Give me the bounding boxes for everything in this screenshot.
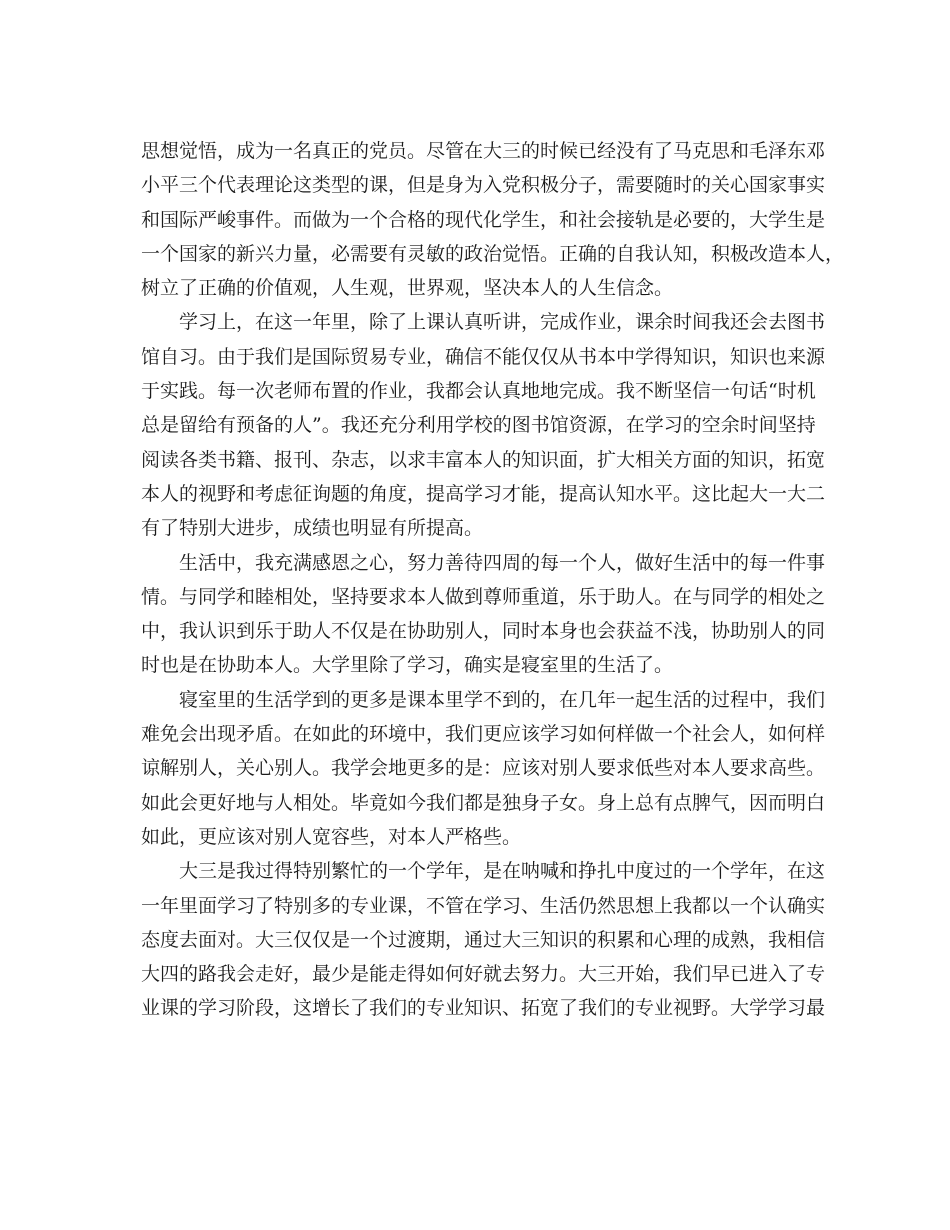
paragraph-4: [141, 683, 826, 854]
paragraph-line: 一个国家的新兴力量，必需要有灵敏的政治觉悟。正确的自我认知，积极改造本人，: [141, 242, 845, 265]
paragraph-line: 学习上，在这一年里，除了上课认真听讲，完成作业，课余时间我还会去图书: [179, 311, 826, 334]
paragraph-line: 阅读各类书籍、报刊、杂志，以求丰富本人的知识面，扩大相关方面的知识，拓宽: [141, 448, 826, 471]
paragraph-line: 于实践。每一次老师布置的作业，我都会认真地地完成。我不断坚信一句话“时机: [141, 380, 816, 403]
paragraph-line: 树立了正确的价值观，人生观，世界观，坚决本人的人生信念。: [141, 277, 674, 300]
paragraph-line: 和国际严峻事件。而做为一个合格的现代化学生，和社会接轨是必要的，大学生是: [141, 208, 826, 231]
paragraph-line: 有了特别大进步，成绩也明显有所提高。: [141, 517, 484, 540]
paragraph-line: 如此会更好地与人相处。毕竟如今我们都是独身子女。身上总有点脾气，因而明白: [141, 791, 826, 814]
paragraph-line: 寝室里的生活学到的更多是课本里学不到的，在几年一起生活的过程中，我们: [179, 688, 826, 711]
paragraph-line: 生活中，我充满感恩之心，努力善待四周的每一个人，做好生活中的每一件事: [179, 551, 826, 574]
paragraph-line: 态度去面对。大三仅仅是一个过渡期，通过大三知识的积累和心理的成熟，我相信: [141, 928, 826, 951]
paragraph-2: [141, 305, 826, 545]
paragraph-line: 时也是在协助本人。大学里除了学习，确实是寝室里的生活了。: [141, 654, 674, 677]
paragraph-line: 总是留给有预备的人”。我还充分利用学校的图书馆资源，在学习的空余时间坚持: [141, 414, 816, 437]
paragraph-line: 中，我认识到乐于助人不仅是在协助别人，同时本身也会获益不浅，协助别人的同: [141, 620, 826, 643]
paragraph-line: 情。与同学和睦相处，坚持要求本人做到尊师重道，乐于助人。在与同学的相处之: [141, 585, 826, 608]
paragraph-line: 难免会出现矛盾。在如此的环境中，我们更应该学习如何样做一个社会人，如何样: [141, 723, 826, 746]
paragraph-line: 思想觉悟，成为一名真正的党员。尽管在大三的时候已经没有了马克思和毛泽东邓: [141, 140, 826, 162]
paragraph-line: 大三是我过得特别繁忙的一个学年，是在呐喊和挣扎中度过的一个学年，在这: [179, 860, 826, 883]
paragraph-5: [141, 854, 826, 1025]
paragraph-line: 大四的路我会走好，最少是能走得如何好就去努力。大三开始，我们早已进入了专: [141, 963, 826, 986]
document-body: [141, 134, 845, 1026]
paragraph-line: 如此，更应该对别人宽容些，对本人严格些。: [141, 825, 522, 848]
paragraph-line: 谅解别人，关心别人。我学会地更多的是：应该对别人要求低些对本人要求高些。: [141, 757, 826, 780]
paragraph-line: 业课的学习阶段，这增长了我们的专业知识、拓宽了我们的专业视野。大学学习最: [141, 997, 826, 1020]
paragraph-line: 小平三个代表理论这类型的课，但是身为入党积极分子，需要随时的关心国家事实: [141, 174, 826, 197]
paragraph-3: [141, 546, 826, 683]
paragraph-line: 一年里面学习了特别多的专业课，不管在学习、生活仍然思想上我都以一个认确实: [141, 894, 826, 917]
paragraph-1: [141, 134, 845, 305]
paragraph-line: 馆自习。由于我们是国际贸易专业，确信不能仅仅从书本中学得知识，知识也来源: [141, 345, 826, 368]
paragraph-line: 本人的视野和考虑征询题的角度，提高学习才能，提高认知水平。这比起大一大二: [141, 482, 826, 505]
